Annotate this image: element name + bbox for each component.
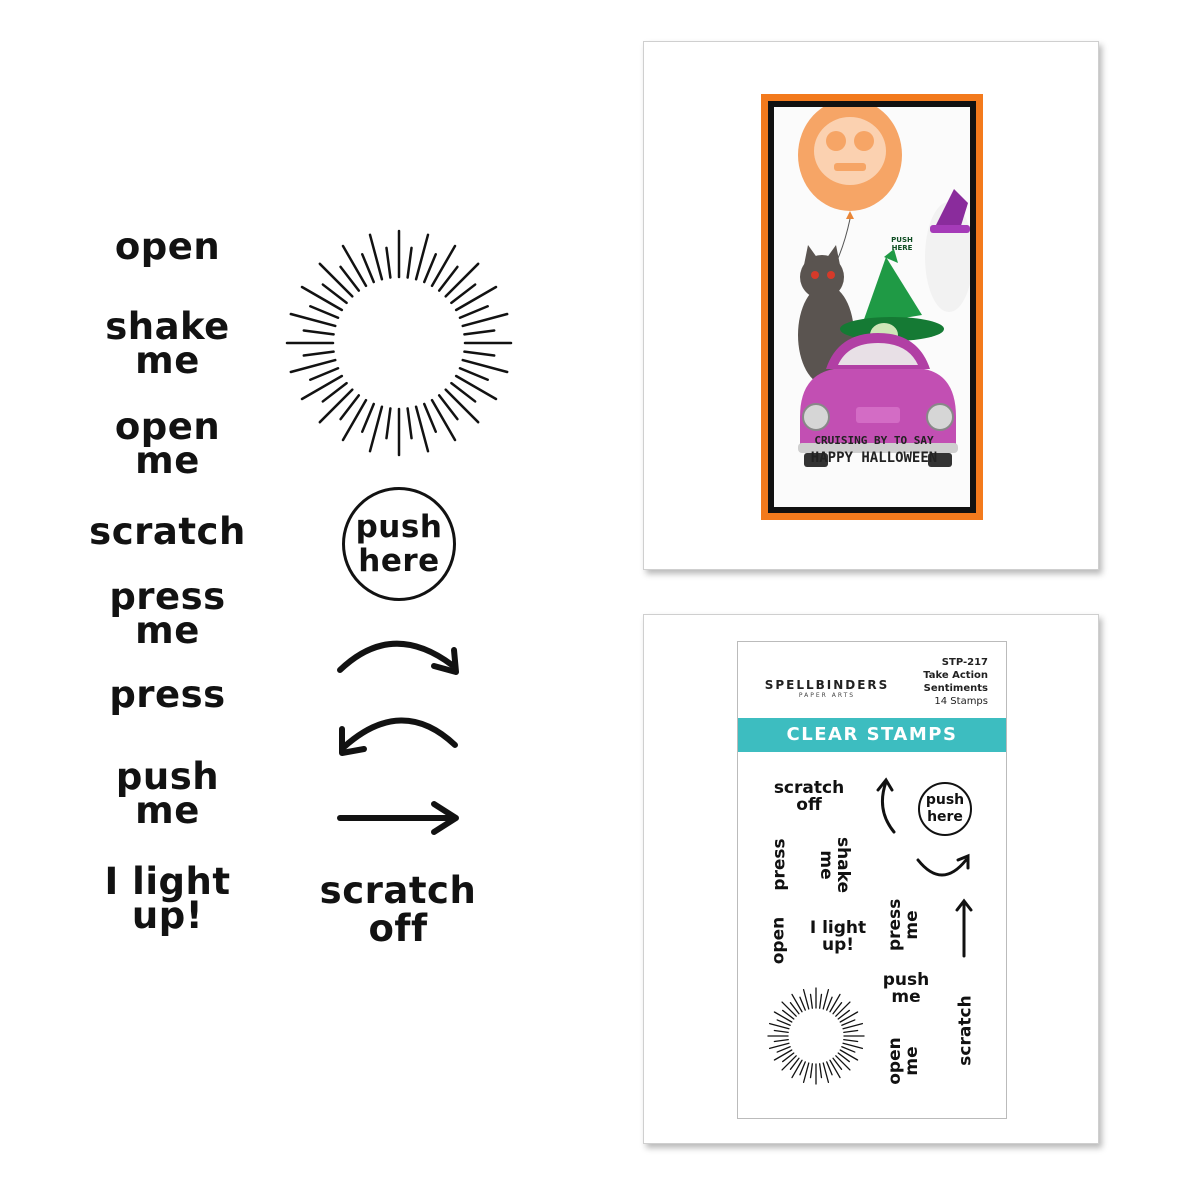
- sunburst-ray: [408, 248, 412, 278]
- balloon-label: [884, 236, 920, 252]
- sunburst-ray: [843, 1024, 862, 1029]
- sunburst-ray: [432, 400, 455, 440]
- stamp-scratch-off: [308, 869, 488, 950]
- mini-stamp-push-me: [876, 972, 936, 1006]
- stamp-text: press: [109, 673, 226, 716]
- sunburst-ray: [291, 314, 335, 326]
- sunburst-ray: [343, 400, 366, 440]
- stamp-shake-me: [80, 305, 255, 382]
- stamp-package: [737, 641, 1007, 1119]
- sunburst-ray: [386, 248, 390, 278]
- mini-stamp-scratch-off: [766, 780, 852, 814]
- sunburst-ray: [777, 1047, 790, 1052]
- sunburst-ray: [386, 408, 390, 438]
- mini-text: me: [816, 850, 836, 880]
- card-sentiment-line1: CRUISING BY TO SAY: [814, 434, 934, 447]
- package-name: Sentiments: [923, 683, 988, 694]
- mini-text: here: [927, 809, 963, 825]
- stamp-scratch: [75, 510, 260, 553]
- mini-stamp-open: [768, 914, 789, 968]
- sunburst-ray: [843, 1043, 862, 1048]
- stamp-push-me: [80, 755, 255, 832]
- package-photo-frame: [643, 614, 1099, 1144]
- mini-curved-arrow-icon: [872, 776, 902, 836]
- mini-stamp-press: [769, 835, 790, 895]
- sunburst-ray: [827, 1062, 832, 1075]
- sunburst-ray: [362, 254, 373, 282]
- sunburst-ray: [811, 1064, 813, 1078]
- stamp-text: push: [115, 755, 220, 798]
- curved-arrow-right-icon: [330, 630, 470, 690]
- sunburst-ray: [811, 994, 813, 1008]
- mini-text: me: [902, 1046, 922, 1076]
- sunburst-ray: [370, 235, 382, 279]
- sunburst-ray: [446, 390, 479, 423]
- mini-text: open: [885, 1037, 905, 1085]
- sunburst-ray: [770, 1043, 789, 1048]
- sunburst-ray: [464, 352, 494, 356]
- stamp-text: scratch: [89, 510, 246, 553]
- stamp-text: open: [114, 405, 221, 448]
- stamp-text: shake: [105, 305, 230, 348]
- sunburst-ray: [782, 1002, 796, 1016]
- stamp-press: [80, 673, 255, 716]
- sunburst-ray: [456, 287, 496, 310]
- sunburst-ray: [800, 1062, 805, 1075]
- sunburst-ray: [362, 404, 373, 432]
- mini-stamp-press-me: [887, 899, 921, 951]
- balloon-label-line: PUSH: [891, 236, 913, 244]
- sunburst-ray: [463, 314, 507, 326]
- sunburst-ray: [804, 1063, 809, 1082]
- brand-name: SPELLBINDERS: [764, 678, 890, 692]
- sunburst-ray: [460, 368, 488, 379]
- package-name: Take Action: [923, 670, 988, 681]
- sunburst-ray: [320, 390, 353, 423]
- sunburst-ray: [408, 408, 412, 438]
- sunburst-ray: [842, 1020, 855, 1025]
- sunburst-ray: [844, 1040, 858, 1042]
- sunburst-ray: [463, 360, 507, 372]
- package-info: [898, 656, 988, 708]
- stamp-press-me: [80, 575, 255, 652]
- stamp-push-here: [342, 487, 456, 601]
- stamp-text: push: [355, 509, 443, 545]
- mini-curved-arrow-icon: [914, 850, 974, 884]
- sunburst-ray: [302, 287, 342, 310]
- mini-text: scratch: [773, 778, 845, 798]
- mini-text: press: [885, 898, 905, 951]
- sunburst-icon: [284, 228, 514, 458]
- clear-stamps-banner: CLEAR STAMPS: [738, 718, 1006, 752]
- package-count: 14 Stamps: [934, 696, 988, 707]
- sunburst-ray: [416, 235, 428, 279]
- mini-stamp-push-here: [918, 782, 972, 836]
- stamp-text: here: [358, 543, 440, 579]
- stamp-text: me: [135, 339, 200, 382]
- sunburst-ray: [291, 360, 335, 372]
- sunburst-ray: [774, 1040, 788, 1042]
- sunburst-ray: [304, 352, 334, 356]
- curved-arrow-left-icon: [330, 705, 470, 765]
- sunburst-ray: [304, 330, 334, 334]
- stamp-text: off: [368, 907, 428, 950]
- sunburst-ray: [464, 330, 494, 334]
- sunburst-ray: [432, 246, 455, 286]
- brand-sub: PAPER ARTS: [798, 692, 856, 699]
- sunburst-ray: [823, 1063, 828, 1082]
- sunburst-ray: [446, 264, 479, 297]
- card-photo-frame: [643, 41, 1099, 570]
- mini-sunburst-icon: [766, 986, 866, 1086]
- sunburst-ray: [424, 404, 435, 432]
- stamp-text: me: [135, 439, 200, 482]
- balloon-label-line: HERE: [891, 244, 913, 252]
- sunburst-ray: [320, 264, 353, 297]
- mini-text: up!: [821, 935, 855, 955]
- brand-logo: [754, 678, 900, 699]
- sunburst-ray: [820, 1064, 822, 1078]
- sunburst-ray: [302, 376, 342, 399]
- stamp-i-light-up: [80, 860, 255, 937]
- stamp-open-me: [80, 405, 255, 482]
- sunburst-ray: [836, 1002, 850, 1016]
- sunburst-ray: [343, 246, 366, 286]
- sunburst-ray: [782, 1056, 796, 1070]
- package-sku: STP-217: [941, 657, 988, 668]
- sunburst-ray: [456, 376, 496, 399]
- stamp-text: I light: [104, 860, 231, 903]
- mini-text: off: [796, 795, 822, 815]
- sunburst-ray: [770, 1024, 789, 1029]
- sunburst-ray: [800, 997, 805, 1010]
- stamp-text: press: [109, 575, 226, 618]
- straight-arrow-right-icon: [330, 798, 470, 838]
- stamp-text: me: [135, 789, 200, 832]
- mini-straight-arrow-icon: [954, 898, 974, 958]
- stamp-text: scratch: [319, 869, 477, 912]
- card-sentiment-line2: HAPPY HALLOWEEN: [810, 450, 938, 466]
- stamp-text: up!: [131, 894, 204, 937]
- mini-stamp-scratch: [955, 993, 976, 1069]
- sunburst-ray: [424, 254, 435, 282]
- sunburst-ray: [836, 1056, 850, 1070]
- halloween-card-illustration: [774, 107, 970, 507]
- mini-text: shake: [833, 836, 853, 894]
- sunburst-ray: [777, 1020, 790, 1025]
- mini-text: open: [768, 916, 789, 965]
- sunburst-ray: [310, 368, 338, 379]
- mini-text: scratch: [955, 995, 976, 1066]
- mini-stamp-shake-me: [817, 835, 851, 895]
- mini-text: I light: [809, 918, 867, 938]
- stamp-open: [80, 225, 255, 268]
- mini-text: push: [925, 792, 965, 808]
- mini-text: press: [769, 838, 790, 891]
- stamp-text: me: [135, 609, 200, 652]
- mini-text: me: [891, 987, 921, 1007]
- stamp-text: open: [114, 225, 221, 268]
- sunburst-ray: [823, 990, 828, 1009]
- mini-stamp-i-light-up: [806, 920, 870, 954]
- mini-stamp-open-me: [887, 1035, 921, 1087]
- sunburst-ray: [774, 1031, 788, 1033]
- sunburst-ray: [820, 994, 822, 1008]
- sunburst-ray: [460, 306, 488, 317]
- sunburst-ray: [842, 1047, 855, 1052]
- sunburst-ray: [310, 306, 338, 317]
- sunburst-ray: [416, 407, 428, 451]
- mini-text: me: [902, 910, 922, 940]
- sunburst-ray: [827, 997, 832, 1010]
- sunburst-ray: [804, 990, 809, 1009]
- sunburst-ray: [844, 1031, 858, 1033]
- sunburst-ray: [370, 407, 382, 451]
- mini-text: push: [882, 970, 930, 990]
